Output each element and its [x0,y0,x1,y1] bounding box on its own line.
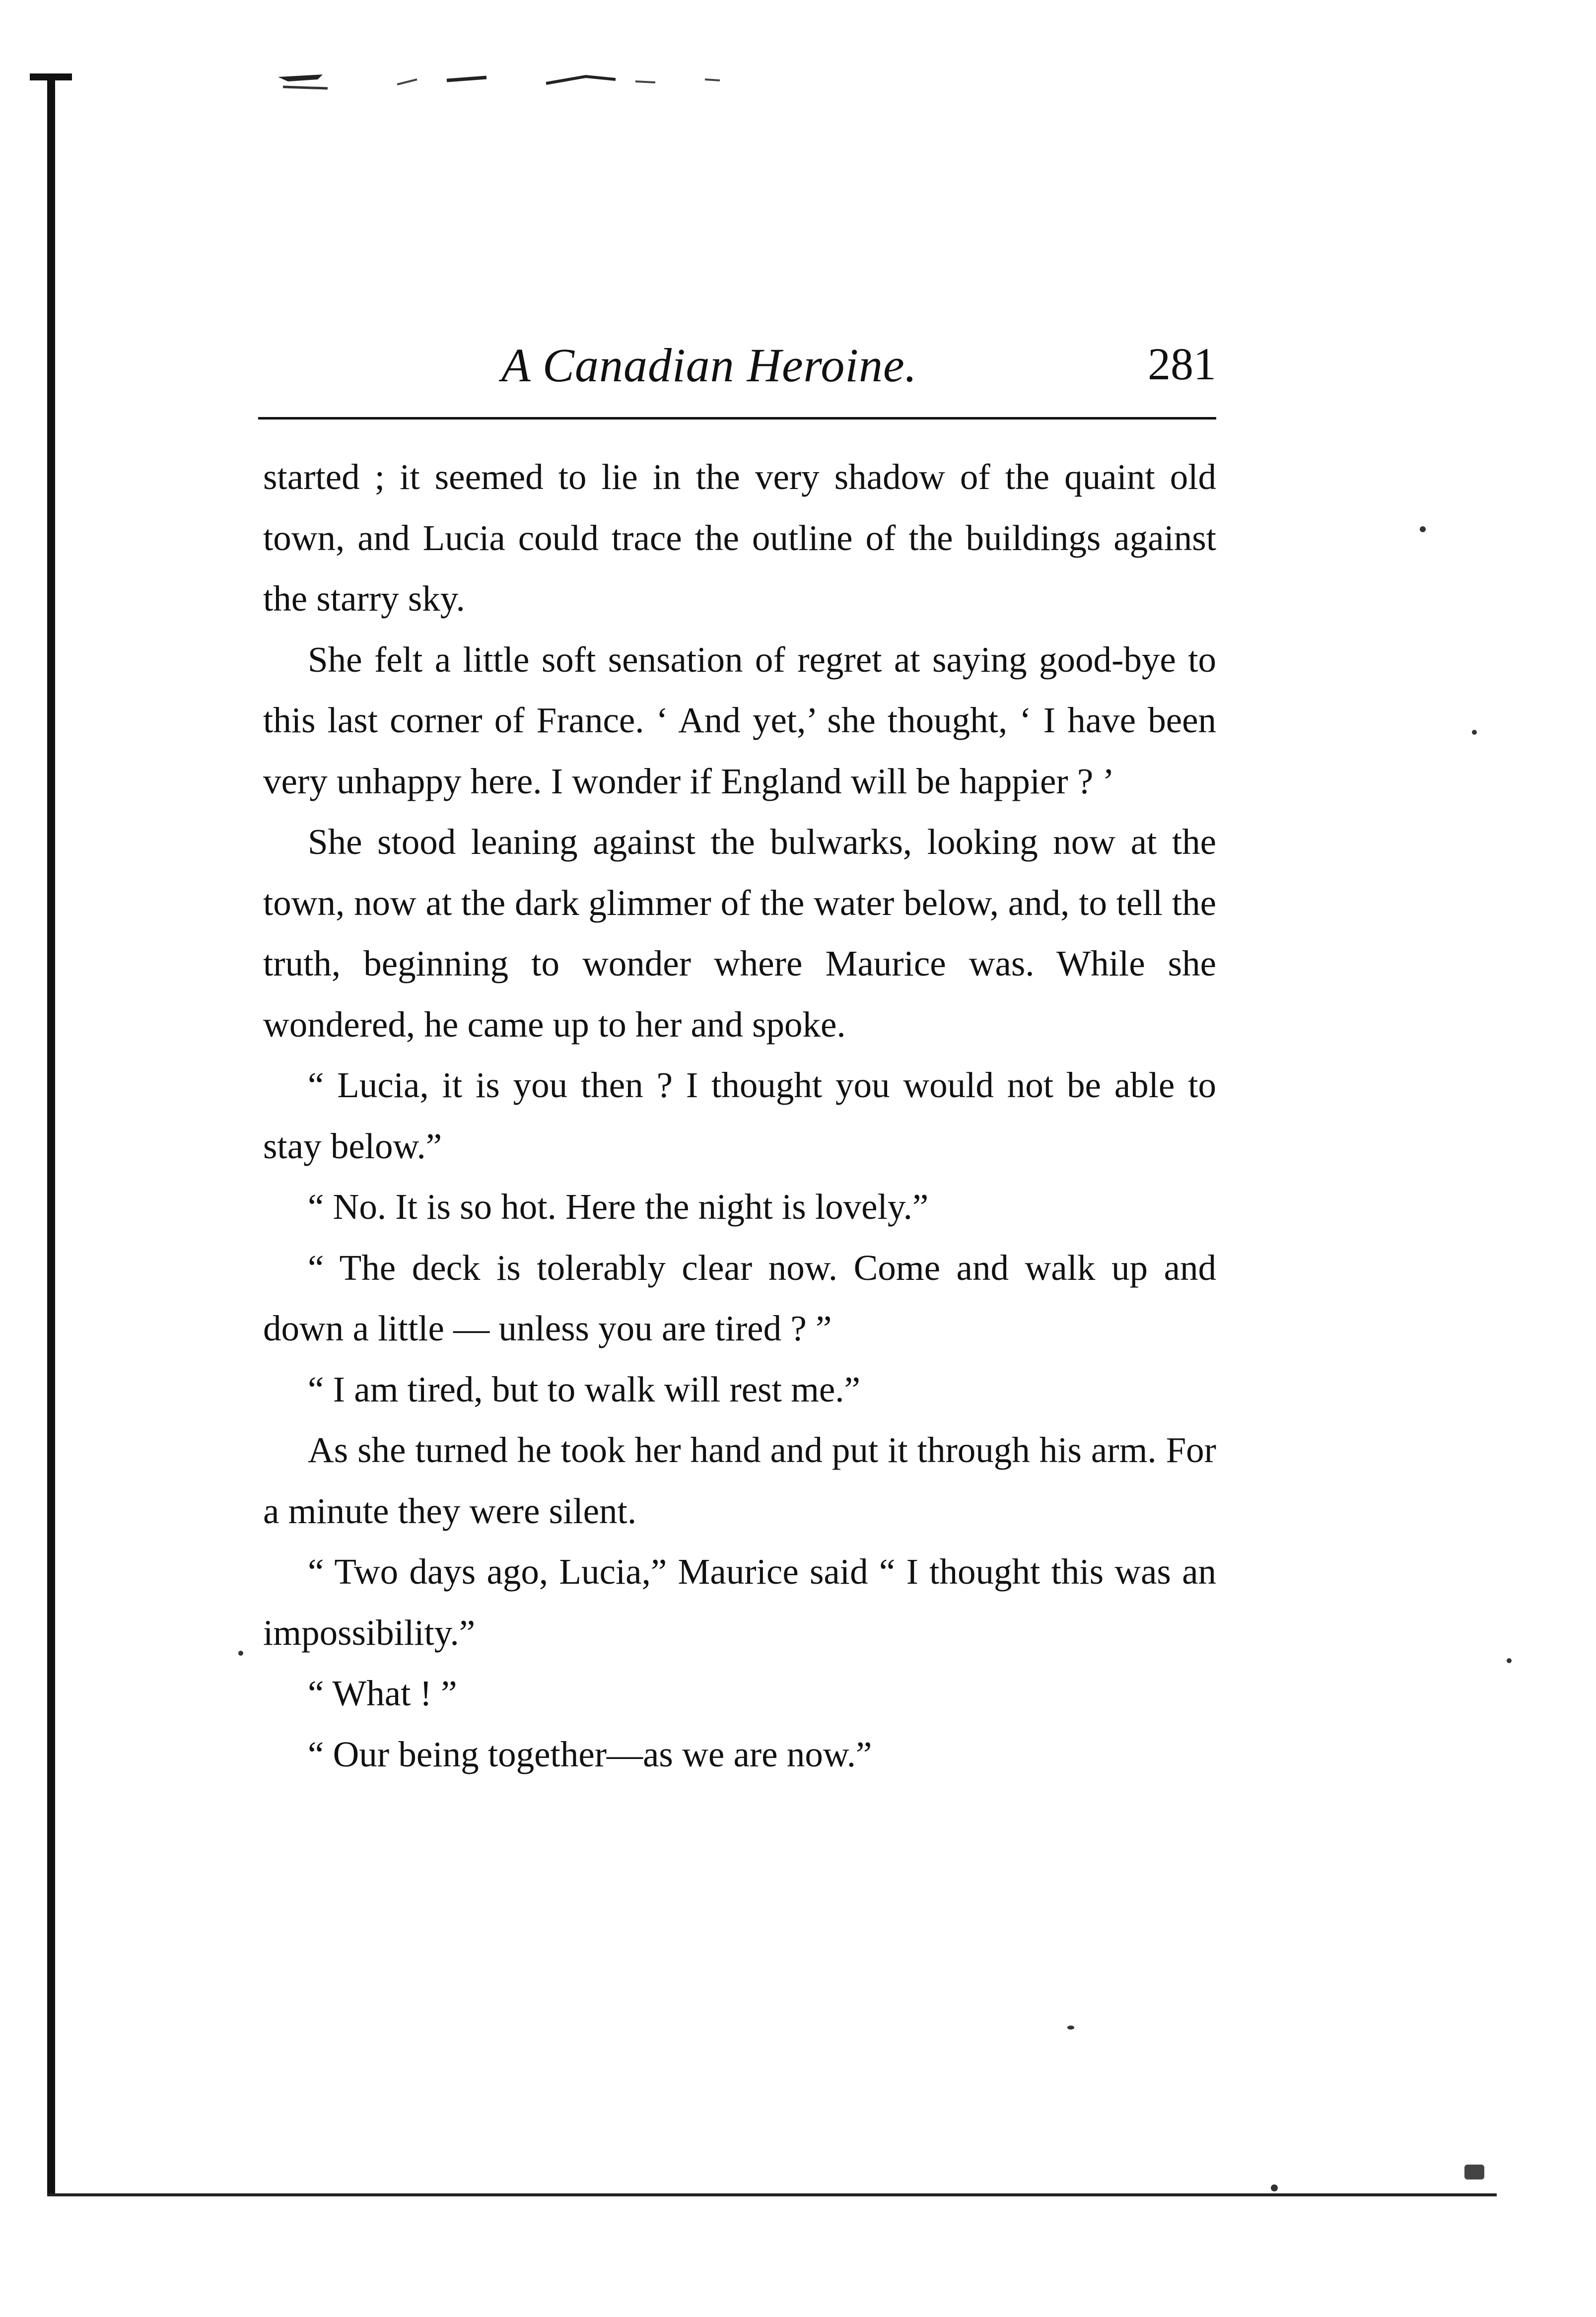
paragraph: “ What ! ” [308,1673,457,1713]
ink-speck [1420,526,1426,532]
page-number: 281 [1148,339,1216,389]
ink-smudges [268,65,764,99]
ink-speck [1067,2026,1074,2030]
binding-edge [47,74,55,2194]
ink-speck [1271,2184,1278,2191]
running-title: A Canadian Heroine. [501,339,917,392]
page-header [258,318,1216,392]
bottom-edge-rule [47,2193,1497,2196]
paragraph: “ No. It is so hot. Here the night is lovely.” [308,1187,929,1227]
paragraph: “ The deck is tolerably clear now. Come and walk up and down a little — unless you are tired ? ” [263,1247,1216,1348]
paragraph: As she turned he took her hand and put it through his arm. For a minute they were silent. [263,1430,1216,1531]
paragraph: “ Our being together—as we are now.” [308,1734,872,1774]
paragraph: “ I am tired, but to walk will rest me.” [308,1369,860,1409]
paragraph: She felt a little soft sensation of regret at saying good-bye to this last corner of France. ‘ And yet,’ she thought, ‘ I have been very unhappy here. I wonder if England will be happier ? ’ [263,639,1216,801]
paragraph: “ Lucia, it is you then ? I thought you would not be able to stay below.” [263,1065,1216,1166]
body-text [263,447,1216,1785]
paragraph: She stood leaning against the bulwarks, looking now at the town, now at the dark glimmer of the water below, and, to tell the truth, beginning to wonder where Maurice was. While she wondered, he came up to her and spoke. [263,822,1216,1045]
ink-speck [1507,1658,1512,1663]
ink-speck [1472,730,1477,735]
ink-speck [1464,2165,1484,2179]
paragraph: started ; it seemed to lie in the very shadow of the quaint old town, and Lucia could trace the outline of the buildings against the starry sky. [263,457,1216,619]
ink-speck [238,1651,243,1656]
paragraph: “ Two days ago, Lucia,” Maurice said “ I thought this was an impossibility.” [263,1551,1216,1653]
header-rule [258,417,1216,420]
